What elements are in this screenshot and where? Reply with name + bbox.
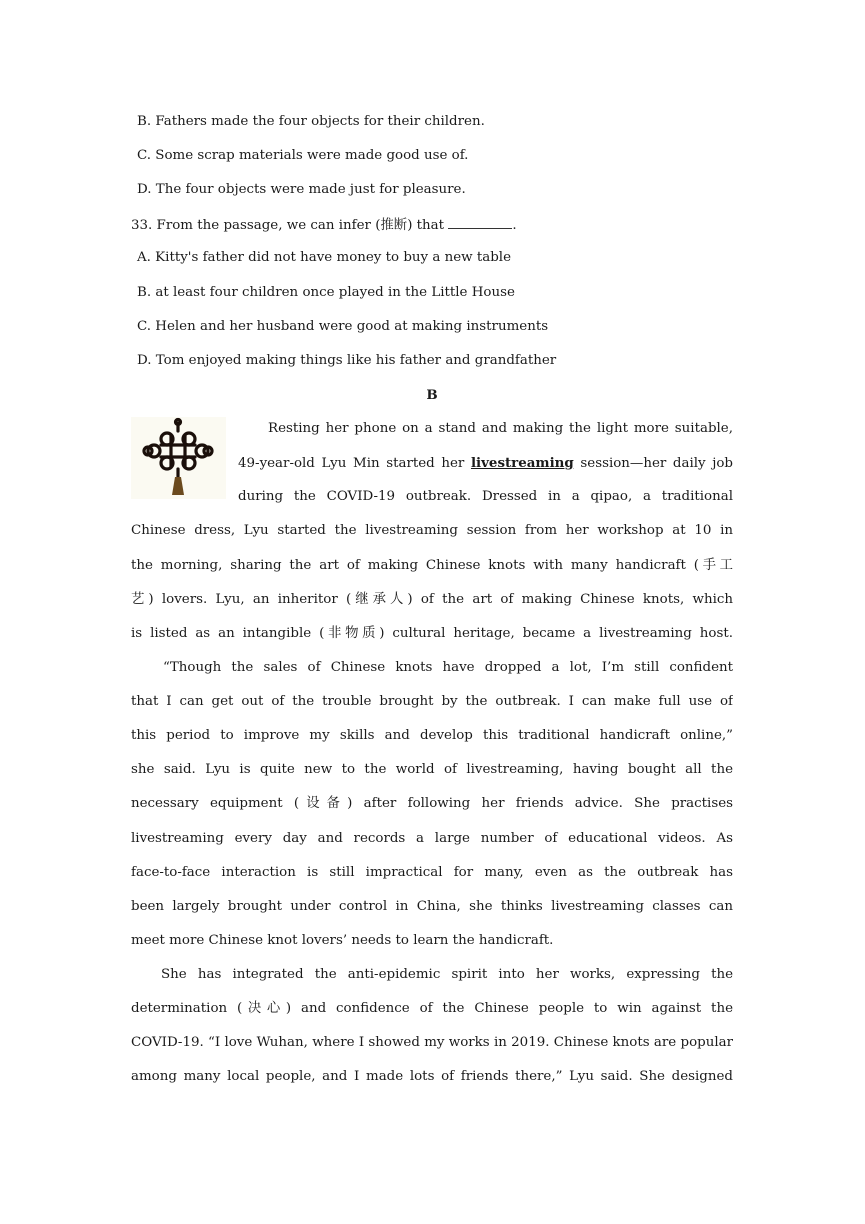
- paragraph-3-line-3: COVID-19. “I love Wuhan, where I showed my works in 2019. Chinese knots are popular: [131, 1035, 733, 1050]
- paragraph-2-line-1: “Though the sales of Chinese knots have dropped a lot, I’m still confident: [163, 660, 733, 675]
- paragraph-1-line-2: [238, 453, 733, 474]
- paragraph-1-line-5: the morning, sharing the art of making Chinese knots with many handicraft (手工: [131, 558, 733, 573]
- paragraph-3-line-4: among many local people, and I made lots of friends there,” Lyu said. She designed: [131, 1069, 733, 1084]
- vocabulary-word-livestreaming: livestreaming: [470, 455, 574, 471]
- chinese-knot-icon: [131, 417, 226, 499]
- paragraph-3-line-2: determination (决心) and confidence of the Chinese people to win against the: [131, 1001, 733, 1016]
- question-33-stem-start: 33. From the passage, we can infer (推断) that: [131, 218, 445, 233]
- question-33-stem: [131, 214, 733, 236]
- answer-blank: [448, 214, 512, 229]
- option-32-b: B. Fathers made the four objects for their children.: [137, 114, 485, 129]
- document-page: [131, 0, 733, 1224]
- paragraph-2-line-8: been largely brought under control in China, she thinks livestreaming classes can: [131, 899, 733, 914]
- paragraph-1-line-1: Resting her phone on a stand and making the light more suitable,: [268, 421, 733, 436]
- option-32-d: D. The four objects were made just for pleasure.: [137, 182, 466, 197]
- paragraph-2-line-2: that I can get out of the trouble brought by the outbreak. I can make full use of: [131, 694, 733, 709]
- option-32-c: C. Some scrap materials were made good use of.: [137, 148, 469, 163]
- paragraph-1-line-3: during the COVID-19 outbreak. Dressed in a qipao, a traditional: [238, 489, 733, 504]
- section-b-heading: B: [426, 387, 438, 403]
- paragraph-2-line-7: face-to-face interaction is still impractical for many, even as the outbreak has: [131, 865, 733, 880]
- option-33-c: C. Helen and her husband were good at making instruments: [137, 319, 549, 334]
- paragraph-2-line-9: meet more Chinese knot lovers’ needs to learn the handicraft.: [131, 933, 554, 948]
- paragraph-1-line-2-end: session—her daily job: [580, 456, 733, 471]
- option-33-b: B. at least four children once played in the Little House: [137, 285, 515, 300]
- paragraph-1-line-2-start: 49-year-old Lyu Min started her: [238, 456, 465, 471]
- paragraph-1-line-7: is listed as an intangible (非物质) cultural heritage, became a livestreaming host.: [131, 626, 733, 641]
- paragraph-2-line-5: necessary equipment (设备) after following her friends advice. She practises: [131, 796, 733, 811]
- paragraph-3-line-1: She has integrated the anti-epidemic spirit into her works, expressing the: [161, 967, 733, 982]
- paragraph-2-line-3: this period to improve my skills and develop this traditional handicraft online,”: [131, 728, 733, 743]
- question-33-stem-end: .: [512, 218, 517, 233]
- paragraph-2-line-6: livestreaming every day and records a large number of educational videos. As: [131, 831, 733, 846]
- option-33-d: D. Tom enjoyed making things like his father and grandfather: [137, 353, 557, 368]
- option-33-a: A. Kitty's father did not have money to buy a new table: [137, 250, 511, 265]
- paragraph-1-line-4: Chinese dress, Lyu started the livestreaming session from her workshop at 10 in: [131, 523, 733, 538]
- paragraph-1-line-6: 艺) lovers. Lyu, an inheritor (继承人) of the art of making Chinese knots, which: [131, 592, 733, 607]
- paragraph-2-line-4: she said. Lyu is quite new to the world of livestreaming, having bought all the: [131, 762, 733, 777]
